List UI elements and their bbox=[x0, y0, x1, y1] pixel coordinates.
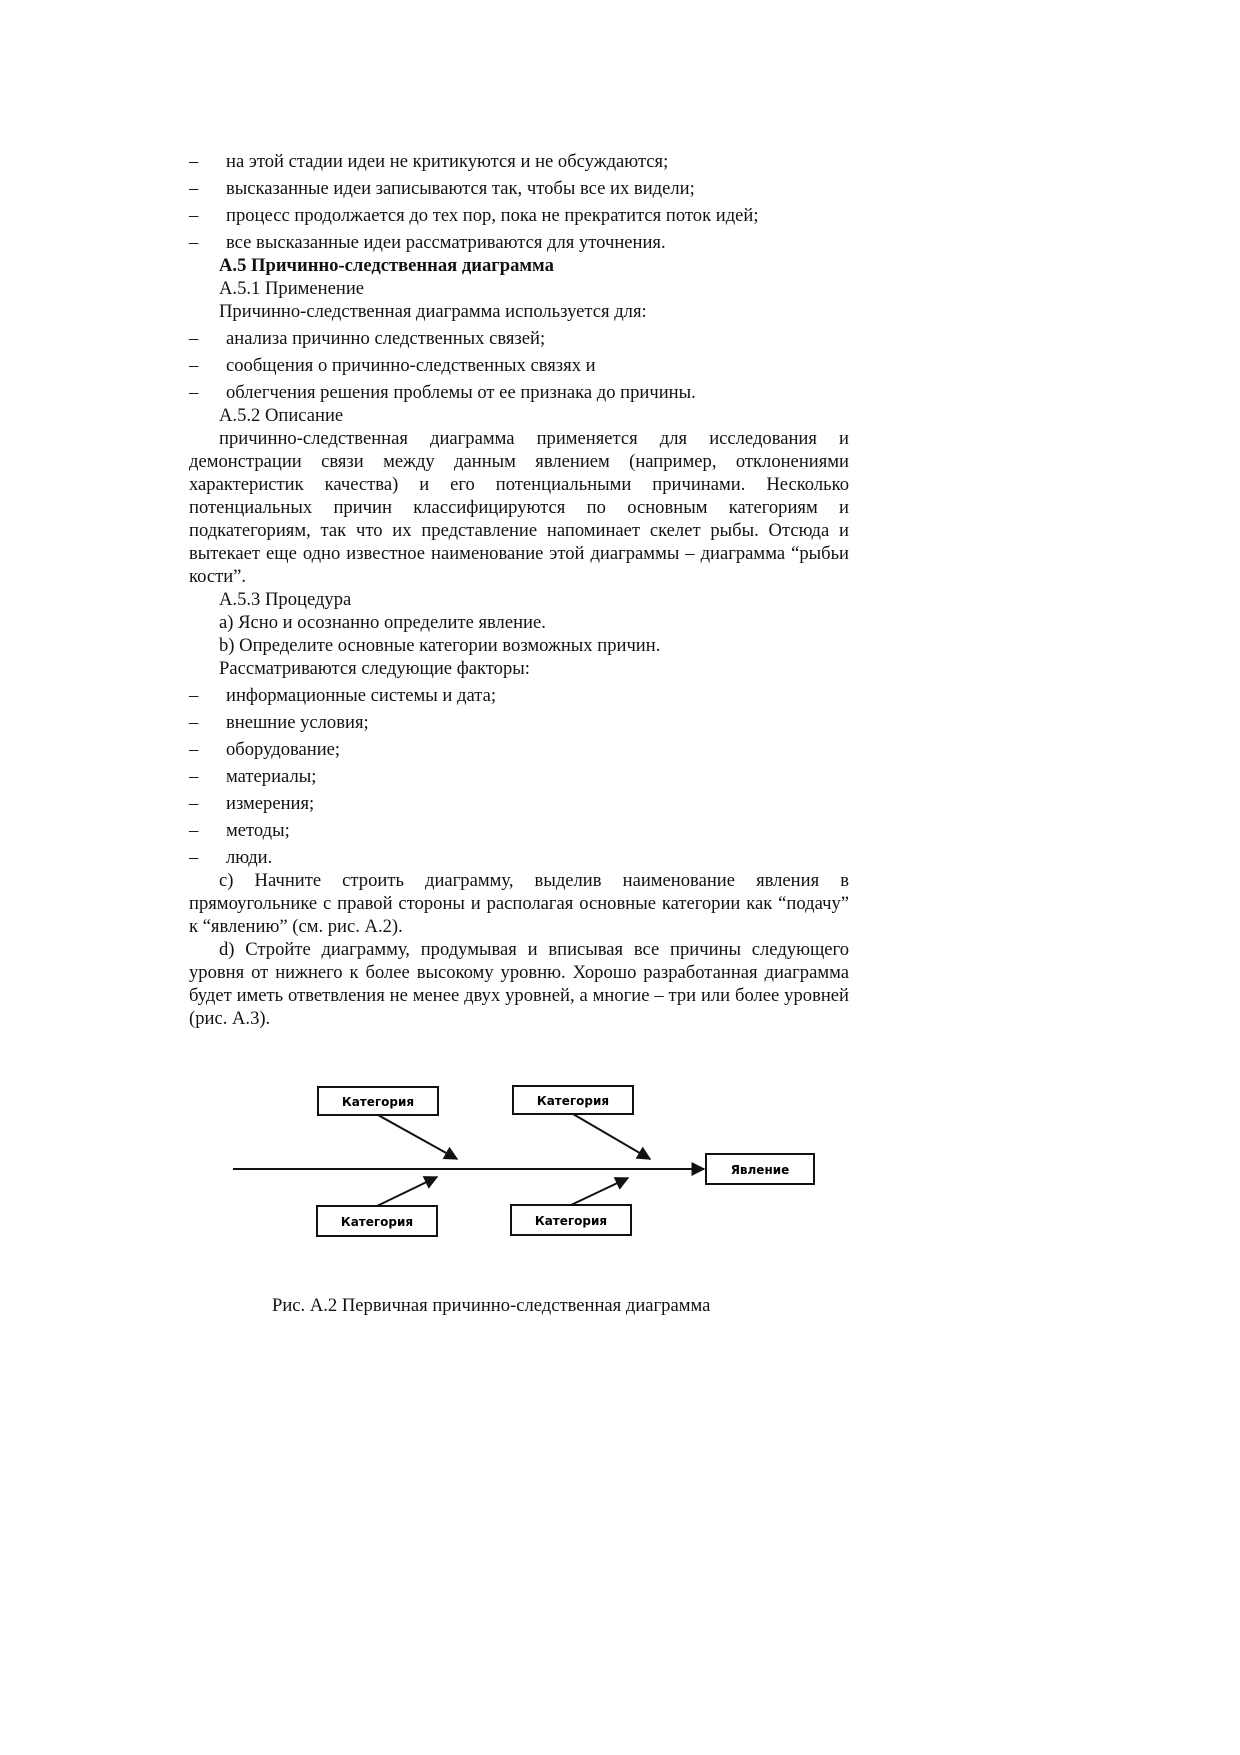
dash-marker: – bbox=[189, 382, 199, 403]
category-label: Категория bbox=[340, 1215, 414, 1229]
list-item bbox=[189, 792, 849, 815]
subsection-title-description: А.5.2 Описание bbox=[219, 405, 344, 426]
list-item bbox=[189, 846, 849, 869]
list-item-text: на этой стадии идеи не критикуются и не обсуждаются; bbox=[226, 151, 669, 172]
list-item bbox=[189, 150, 849, 173]
list-item-text: измерения; bbox=[226, 793, 315, 814]
document-body bbox=[189, 150, 849, 1030]
list-item bbox=[189, 819, 849, 842]
factors-intro: Рассматриваются следующие факторы: bbox=[219, 658, 530, 679]
category-box-top-left bbox=[318, 1087, 438, 1115]
effect-box bbox=[706, 1154, 814, 1184]
list-item-text: анализа причинно следственных связей; bbox=[226, 328, 546, 349]
list-item bbox=[189, 177, 849, 200]
branch-arrow bbox=[571, 1178, 628, 1205]
dash-marker: – bbox=[189, 712, 199, 733]
subsection-title-application: А.5.1 Применение bbox=[219, 278, 365, 299]
dash-marker: – bbox=[189, 151, 199, 172]
list-item bbox=[189, 327, 849, 350]
dash-marker: – bbox=[189, 205, 199, 226]
dash-marker: – bbox=[189, 847, 199, 868]
dash-marker: – bbox=[189, 739, 199, 760]
subsection-title-procedure: А.5.3 Процедура bbox=[219, 589, 352, 610]
effect-label: Явление bbox=[730, 1163, 790, 1177]
list-item-text: внешние условия; bbox=[226, 712, 369, 733]
step-c: c) Начните строить диаграмму, выделив наименование явления в прямоугольнике с правой стороны и располагая основные категории как “подачу” к “явлению” (см. рис. А.2). bbox=[189, 870, 849, 937]
list-item-text: облегчения решения проблемы от ее признака до причины. bbox=[226, 382, 696, 403]
section-title: А.5 Причинно-следственная диаграмма bbox=[219, 255, 554, 276]
category-label: Категория bbox=[534, 1214, 608, 1228]
dash-marker: – bbox=[189, 328, 199, 349]
branch-arrow bbox=[573, 1114, 650, 1159]
list-item bbox=[189, 204, 849, 227]
dash-marker: – bbox=[189, 355, 199, 376]
step-a: a) Ясно и осознанно определите явление. bbox=[219, 612, 546, 633]
list-item bbox=[189, 381, 849, 404]
category-box-bottom-right bbox=[511, 1205, 631, 1235]
step-b: b) Определите основные категории возможных причин. bbox=[219, 635, 661, 656]
category-label: Категория bbox=[536, 1094, 610, 1108]
step-d: d) Стройте диаграмму, продумывая и вписывая все причины следующего уровня от нижнего к более высокому уровню. Хорошо разработанная диаграмма будет иметь ответвления не менее двух уровней, а многие – три или более уровней (рис. А.3). bbox=[189, 939, 849, 1029]
fishbone-diagram bbox=[230, 1080, 830, 1260]
dash-marker: – bbox=[189, 685, 199, 706]
list-item-text: процесс продолжается до тех пор, пока не прекратится поток идей; bbox=[226, 205, 759, 226]
list-item bbox=[189, 684, 849, 707]
list-item-text: люди. bbox=[226, 847, 273, 868]
dash-marker: – bbox=[189, 793, 199, 814]
category-box-top-right bbox=[513, 1086, 633, 1114]
usage-intro: Причинно-следственная диаграмма используется для: bbox=[219, 301, 647, 322]
category-label: Категория bbox=[341, 1095, 415, 1109]
list-item bbox=[189, 231, 849, 254]
dash-marker: – bbox=[189, 178, 199, 199]
list-item-text: сообщения о причинно-следственных связях и bbox=[226, 355, 596, 376]
list-item-text: все высказанные идеи рассматриваются для уточнения. bbox=[226, 232, 666, 253]
list-item-text: методы; bbox=[226, 820, 290, 841]
branch-arrow bbox=[377, 1177, 437, 1206]
list-item bbox=[189, 354, 849, 377]
description-paragraph: причинно-следственная диаграмма применяется для исследования и демонстрации связи между данным явлением (например, отклонениями характеристик качества) и его потенциальными причинами. Несколько потенциальных причин классифицируются по основным категориям и подкатегориям, так что их представление напоминает скелет рыбы. Отсюда и вытекает еще одно известное наименование этой диаграммы – диаграмма “рыбьи кости”. bbox=[189, 428, 849, 587]
list-item bbox=[189, 738, 849, 761]
list-item-text: высказанные идеи записываются так, чтобы все их видели; bbox=[226, 178, 695, 199]
figure-caption: Рис. А.2 Первичная причинно-следственная диаграмма bbox=[272, 1295, 711, 1316]
dash-marker: – bbox=[189, 820, 199, 841]
dash-marker: – bbox=[189, 766, 199, 787]
dash-marker: – bbox=[189, 232, 199, 253]
list-item-text: информационные системы и дата; bbox=[226, 685, 496, 706]
list-item bbox=[189, 711, 849, 734]
list-item-text: материалы; bbox=[226, 766, 317, 787]
list-item-text: оборудование; bbox=[226, 739, 341, 760]
category-box-bottom-left bbox=[317, 1206, 437, 1236]
list-item bbox=[189, 765, 849, 788]
branch-arrow bbox=[378, 1115, 457, 1159]
